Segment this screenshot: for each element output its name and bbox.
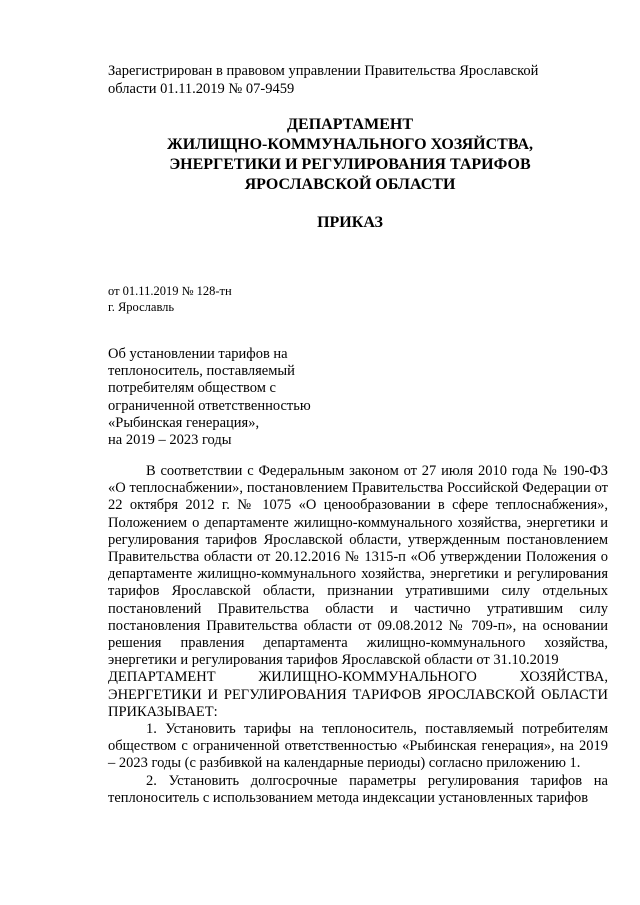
subject-line: «Рыбинская генерация», xyxy=(108,414,260,431)
registration-note: Зарегистрирован в правовом управлении Правительства Ярославской области 01.11.2019 № 07-9459 xyxy=(108,63,539,97)
order-meta xyxy=(108,283,232,315)
decree-paragraph: ДЕПАРТАМЕНТ ЖИЛИЩНО-КОММУНАЛЬНОГО ХОЗЯЙСТВА, ЭНЕРГЕТИКИ И РЕГУЛИРОВАНИЯ ТАРИФОВ ЯРОСЛАВСКОЙ ОБЛАСТИ ПРИКАЗЫВАЕТ: xyxy=(108,669,608,720)
order-date: от 01.11.2019 № 128-тн xyxy=(108,284,232,298)
order-title: ПРИКАЗ xyxy=(317,214,383,231)
subject-line: ограниченной ответственностью xyxy=(108,397,311,414)
preamble-paragraph: В соответствии с Федеральным законом от 27 июля 2010 года № 190-ФЗ «О теплоснабжении», постановлением Правительства Российской Федерации от 22 октября 2012 г. № 1075 «О ценообразовании в сфере теплоснабжения», Положением о департаменте жилищно-коммунального хозяйства, энергетики и регулирования тарифов Ярославской области, утвержденным постановлением Правительства области от 20.12.2016 № 1315-п «Об утверждении Положения о департаменте жилищно-коммунального хозяйства, энергетики и регулирования тарифов Ярославской области, признании утратившими силу отдельных постановлений Правительства области и частично утратившим силу постановления Правительства области от 09.08.2012 № 709-п», на основании решения правления департамента жилищно-коммунального хозяйства, энергетики и регулирования тарифов Ярославской области от 31.10.2019 xyxy=(108,463,608,669)
order-body xyxy=(108,463,608,807)
department-line-3: ЭНЕРГЕТИКИ И РЕГУЛИРОВАНИЯ ТАРИФОВ xyxy=(169,156,531,173)
department-header xyxy=(100,115,600,195)
order-place: г. Ярославль xyxy=(108,300,175,314)
department-line-2: ЖИЛИЩНО-КОММУНАЛЬНОГО ХОЗЯЙСТВА, xyxy=(166,136,534,153)
subject-line: теплоноситель, поставляемый xyxy=(108,363,295,380)
subject-line: Об установлении тарифов на xyxy=(108,346,288,362)
subject-line: потребителям обществом с xyxy=(108,380,276,397)
subject-line: на 2019 – 2023 годы xyxy=(108,432,232,449)
item-1-paragraph: 1. Установить тарифы на теплоноситель, поставляемый потребителям обществом с ограниченной ответственностью «Рыбинская генерация», на 2019 – 2023 годы (с разбивкой на календарные периоды) согласно приложению 1. xyxy=(108,721,608,772)
order-subject xyxy=(108,346,348,449)
item-2-paragraph: 2. Установить долгосрочные параметры регулирования тарифов на теплоноситель с использованием метода индексации установленных тарифов xyxy=(108,772,608,806)
department-line-4: ЯРОСЛАВСКОЙ ОБЛАСТИ xyxy=(244,176,456,193)
department-line-1: ДЕПАРТАМЕНТ xyxy=(287,116,413,133)
